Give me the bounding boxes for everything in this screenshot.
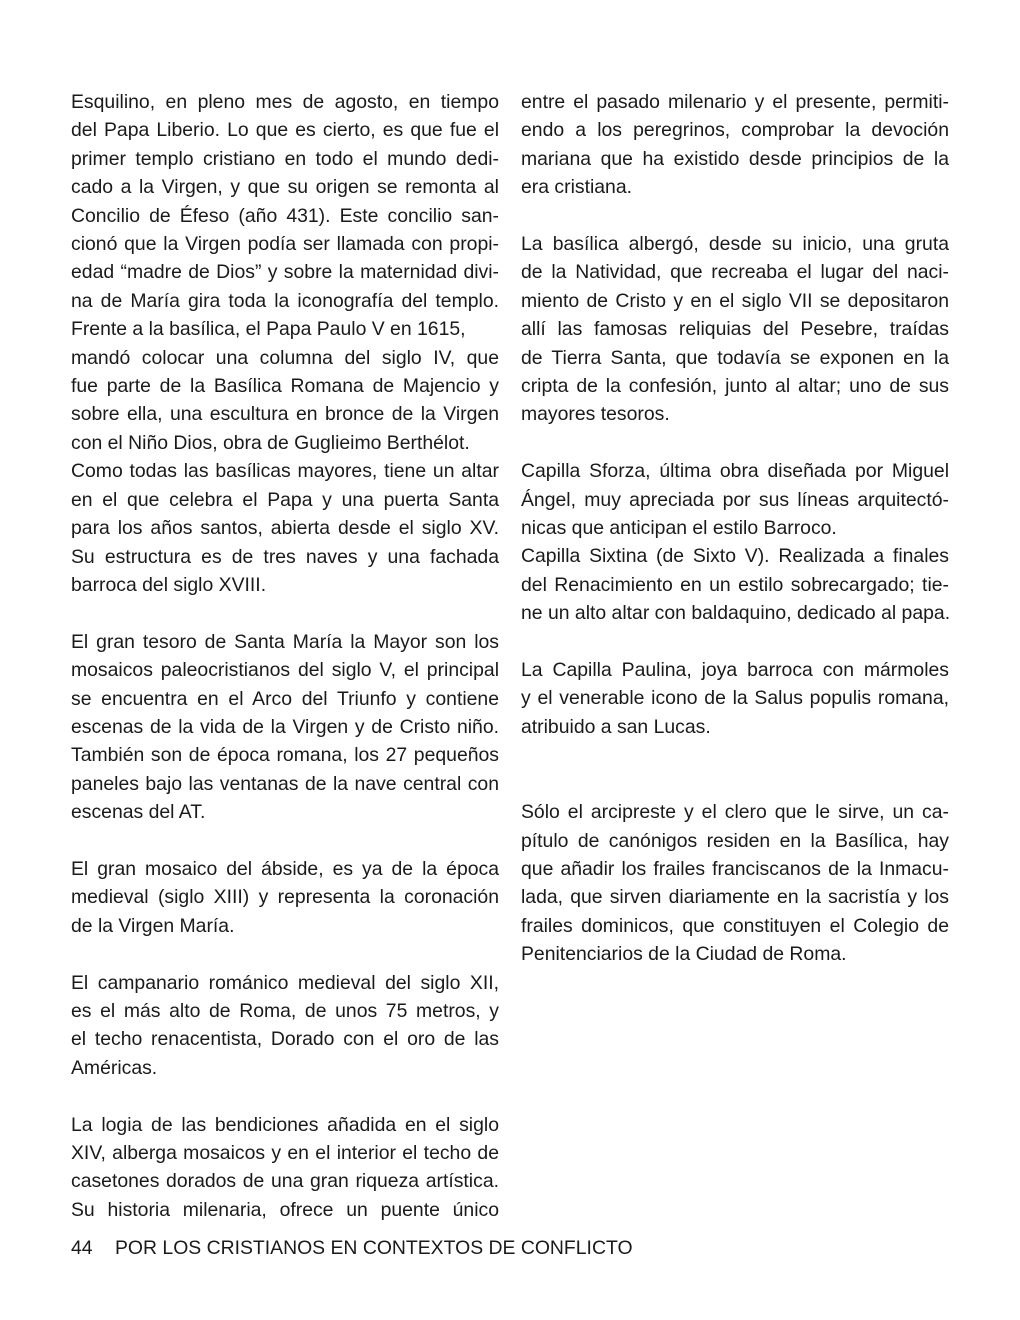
- text-line: se encuentra en el Arco del Triunfo y contiene: [71, 687, 499, 710]
- text-line: es el más alto de Roma, de unos 75 metros, y: [71, 999, 499, 1022]
- right-column: [521, 88, 949, 969]
- text-line: cado a la Virgen, y que su origen se remonta al: [71, 176, 499, 199]
- text-line: endo a los peregrinos, comprobar la devoción: [521, 119, 949, 142]
- text-line: La logia de las bendiciones añadida en el siglo: [71, 1113, 499, 1136]
- text-line: Penitenciarios de la Ciudad de Roma.: [521, 943, 847, 966]
- text-line: El gran mosaico del ábside, es ya de la época: [71, 857, 499, 880]
- text-line: Concilio de Éfeso (año 431). Este concilio san-: [71, 204, 499, 227]
- paragraph-gap: [71, 1082, 499, 1110]
- text-line: Ángel, muy apreciada por sus líneas arquitectó-: [521, 488, 949, 511]
- text-line: XIV, alberga mosaicos y en el interior el techo de: [71, 1141, 499, 1164]
- paragraph: [71, 628, 499, 827]
- text-line: mosaicos paleocristianos del siglo V, el principal: [71, 659, 499, 682]
- text-line: era cristiana.: [521, 176, 633, 199]
- text-line: pítulo de canónigos residen en la Basílica, hay: [521, 829, 949, 852]
- text-line: nicas que anticipan el estilo Barroco.: [521, 517, 837, 540]
- text-line: escenas del AT.: [71, 801, 206, 824]
- paragraph-gap: [71, 599, 499, 627]
- paragraph-gap: [521, 202, 949, 230]
- text-line: atribuido a san Lucas.: [521, 715, 711, 738]
- text-line: Américas.: [71, 1056, 158, 1079]
- text-line: que añadir los frailes franciscanos de la Inmacu-: [521, 857, 949, 880]
- paragraph-gap: [71, 827, 499, 855]
- text-line: casetones dorados de una gran riqueza artística.: [71, 1170, 499, 1193]
- text-line: Esquilino, en pleno mes de agosto, en tiempo: [71, 91, 499, 113]
- text-line: el techo renacentista, Dorado con el oro de las: [71, 1028, 499, 1051]
- text-line: en el que celebra el Papa y una puerta Santa: [71, 488, 499, 511]
- text-line: entre el pasado milenario y el presente, permiti-: [521, 91, 949, 113]
- text-line: edad “madre de Dios” y sobre la maternidad divi-: [71, 261, 499, 284]
- paragraph: [521, 656, 949, 741]
- text-line: cripta de la confesión, junto al altar; uno de sus: [521, 375, 949, 398]
- text-line: frailes dominicos, que constituyen el Colegio de: [521, 914, 949, 937]
- text-line: sobre ella, una escultura en bronce de la Virgen: [71, 403, 499, 426]
- text-line: La basílica albergó, desde su inicio, una gruta: [521, 233, 949, 256]
- text-line: fue parte de la Basílica Romana de Majencio y: [71, 375, 499, 398]
- text-line: miento de Cristo y en el siglo VII se depositaron: [521, 289, 949, 312]
- text-line: del Papa Liberio. Lo que es cierto, es que fue el: [71, 119, 499, 142]
- text-line: allí las famosas reliquias del Pesebre, traídas: [521, 318, 949, 341]
- text-line: mayores tesoros.: [521, 403, 670, 426]
- text-line: de la Virgen María.: [71, 914, 235, 937]
- text-line: El campanario románico medieval del siglo XII,: [71, 971, 499, 994]
- text-line: mandó colocar una columna del siglo IV, que: [71, 346, 499, 369]
- text-line: de la Natividad, que recreaba el lugar del naci-: [521, 261, 949, 284]
- text-line: medieval (siglo XIII) y representa la coronación: [71, 886, 499, 909]
- paragraph-gap: [521, 429, 949, 457]
- paragraph: [521, 798, 949, 968]
- paragraph: [521, 542, 949, 627]
- text-line: primer templo cristiano en todo el mundo dedi-: [71, 147, 499, 170]
- paragraph-gap: [521, 741, 949, 798]
- text-line: lada, que sirven diariamente en la sacristía y los: [521, 886, 949, 909]
- text-line: del Renacimiento en un estilo sobrecargado; tie-: [521, 573, 949, 596]
- text-line: mariana que ha existido desde principios de la: [521, 147, 949, 170]
- text-line: de Tierra Santa, que todavía se exponen en la: [521, 346, 949, 369]
- text-line: Frente a la basílica, el Papa Paulo V en 1615,: [71, 318, 466, 341]
- text-line: Capilla Sixtina (de Sixto V). Realizada a finales: [521, 545, 949, 568]
- text-line: para los años santos, abierta desde el siglo XV.: [71, 517, 499, 540]
- page-footer: [71, 1237, 633, 1260]
- text-line: paneles bajo las ventanas de la nave central con: [71, 772, 499, 795]
- text-line: El gran tesoro de Santa María la Mayor son los: [71, 630, 499, 653]
- paragraph: [71, 969, 499, 1083]
- text-line: Su estructura es de tres naves y una fachada: [71, 545, 499, 568]
- text-line: barroca del siglo XVIII.: [71, 573, 267, 596]
- left-column: [71, 88, 499, 1224]
- paragraph: [521, 88, 949, 202]
- page-number: 44: [71, 1237, 93, 1259]
- paragraph: [521, 230, 949, 429]
- paragraph-gap: [521, 628, 949, 656]
- paragraph: [71, 855, 499, 940]
- text-line: Como todas las basílicas mayores, tiene un altar: [71, 460, 499, 483]
- text-line: ne un alto altar con baldaquino, dedicado al papa.: [521, 602, 951, 625]
- text-line: na de María gira toda la iconografía del templo.: [71, 289, 499, 312]
- text-line: con el Niño Dios, obra de Guglieimo Berthélot.: [71, 431, 470, 454]
- text-line: La Capilla Paulina, joya barroca con mármoles: [521, 659, 949, 682]
- paragraph: [71, 88, 499, 599]
- running-title: POR LOS CRISTIANOS EN CONTEXTOS DE CONFLICTO: [115, 1237, 633, 1259]
- text-line: y el venerable icono de la Salus populis romana,: [521, 687, 949, 710]
- text-line: cionó que la Virgen podía ser llamada con propi-: [71, 233, 499, 256]
- text-line: Sólo el arcipreste y el clero que le sirve, un ca-: [521, 801, 949, 824]
- text-line: También son de época romana, los 27 pequeños: [71, 744, 499, 767]
- text-line: escenas de la vida de la Virgen y de Cristo niño.: [71, 715, 499, 738]
- text-line: Capilla Sforza, última obra diseñada por Miguel: [521, 460, 949, 483]
- paragraph: [521, 457, 949, 542]
- paragraph: [71, 1111, 499, 1225]
- text-line: Su historia milenaria, ofrece un puente único: [71, 1198, 499, 1221]
- paragraph-gap: [71, 940, 499, 968]
